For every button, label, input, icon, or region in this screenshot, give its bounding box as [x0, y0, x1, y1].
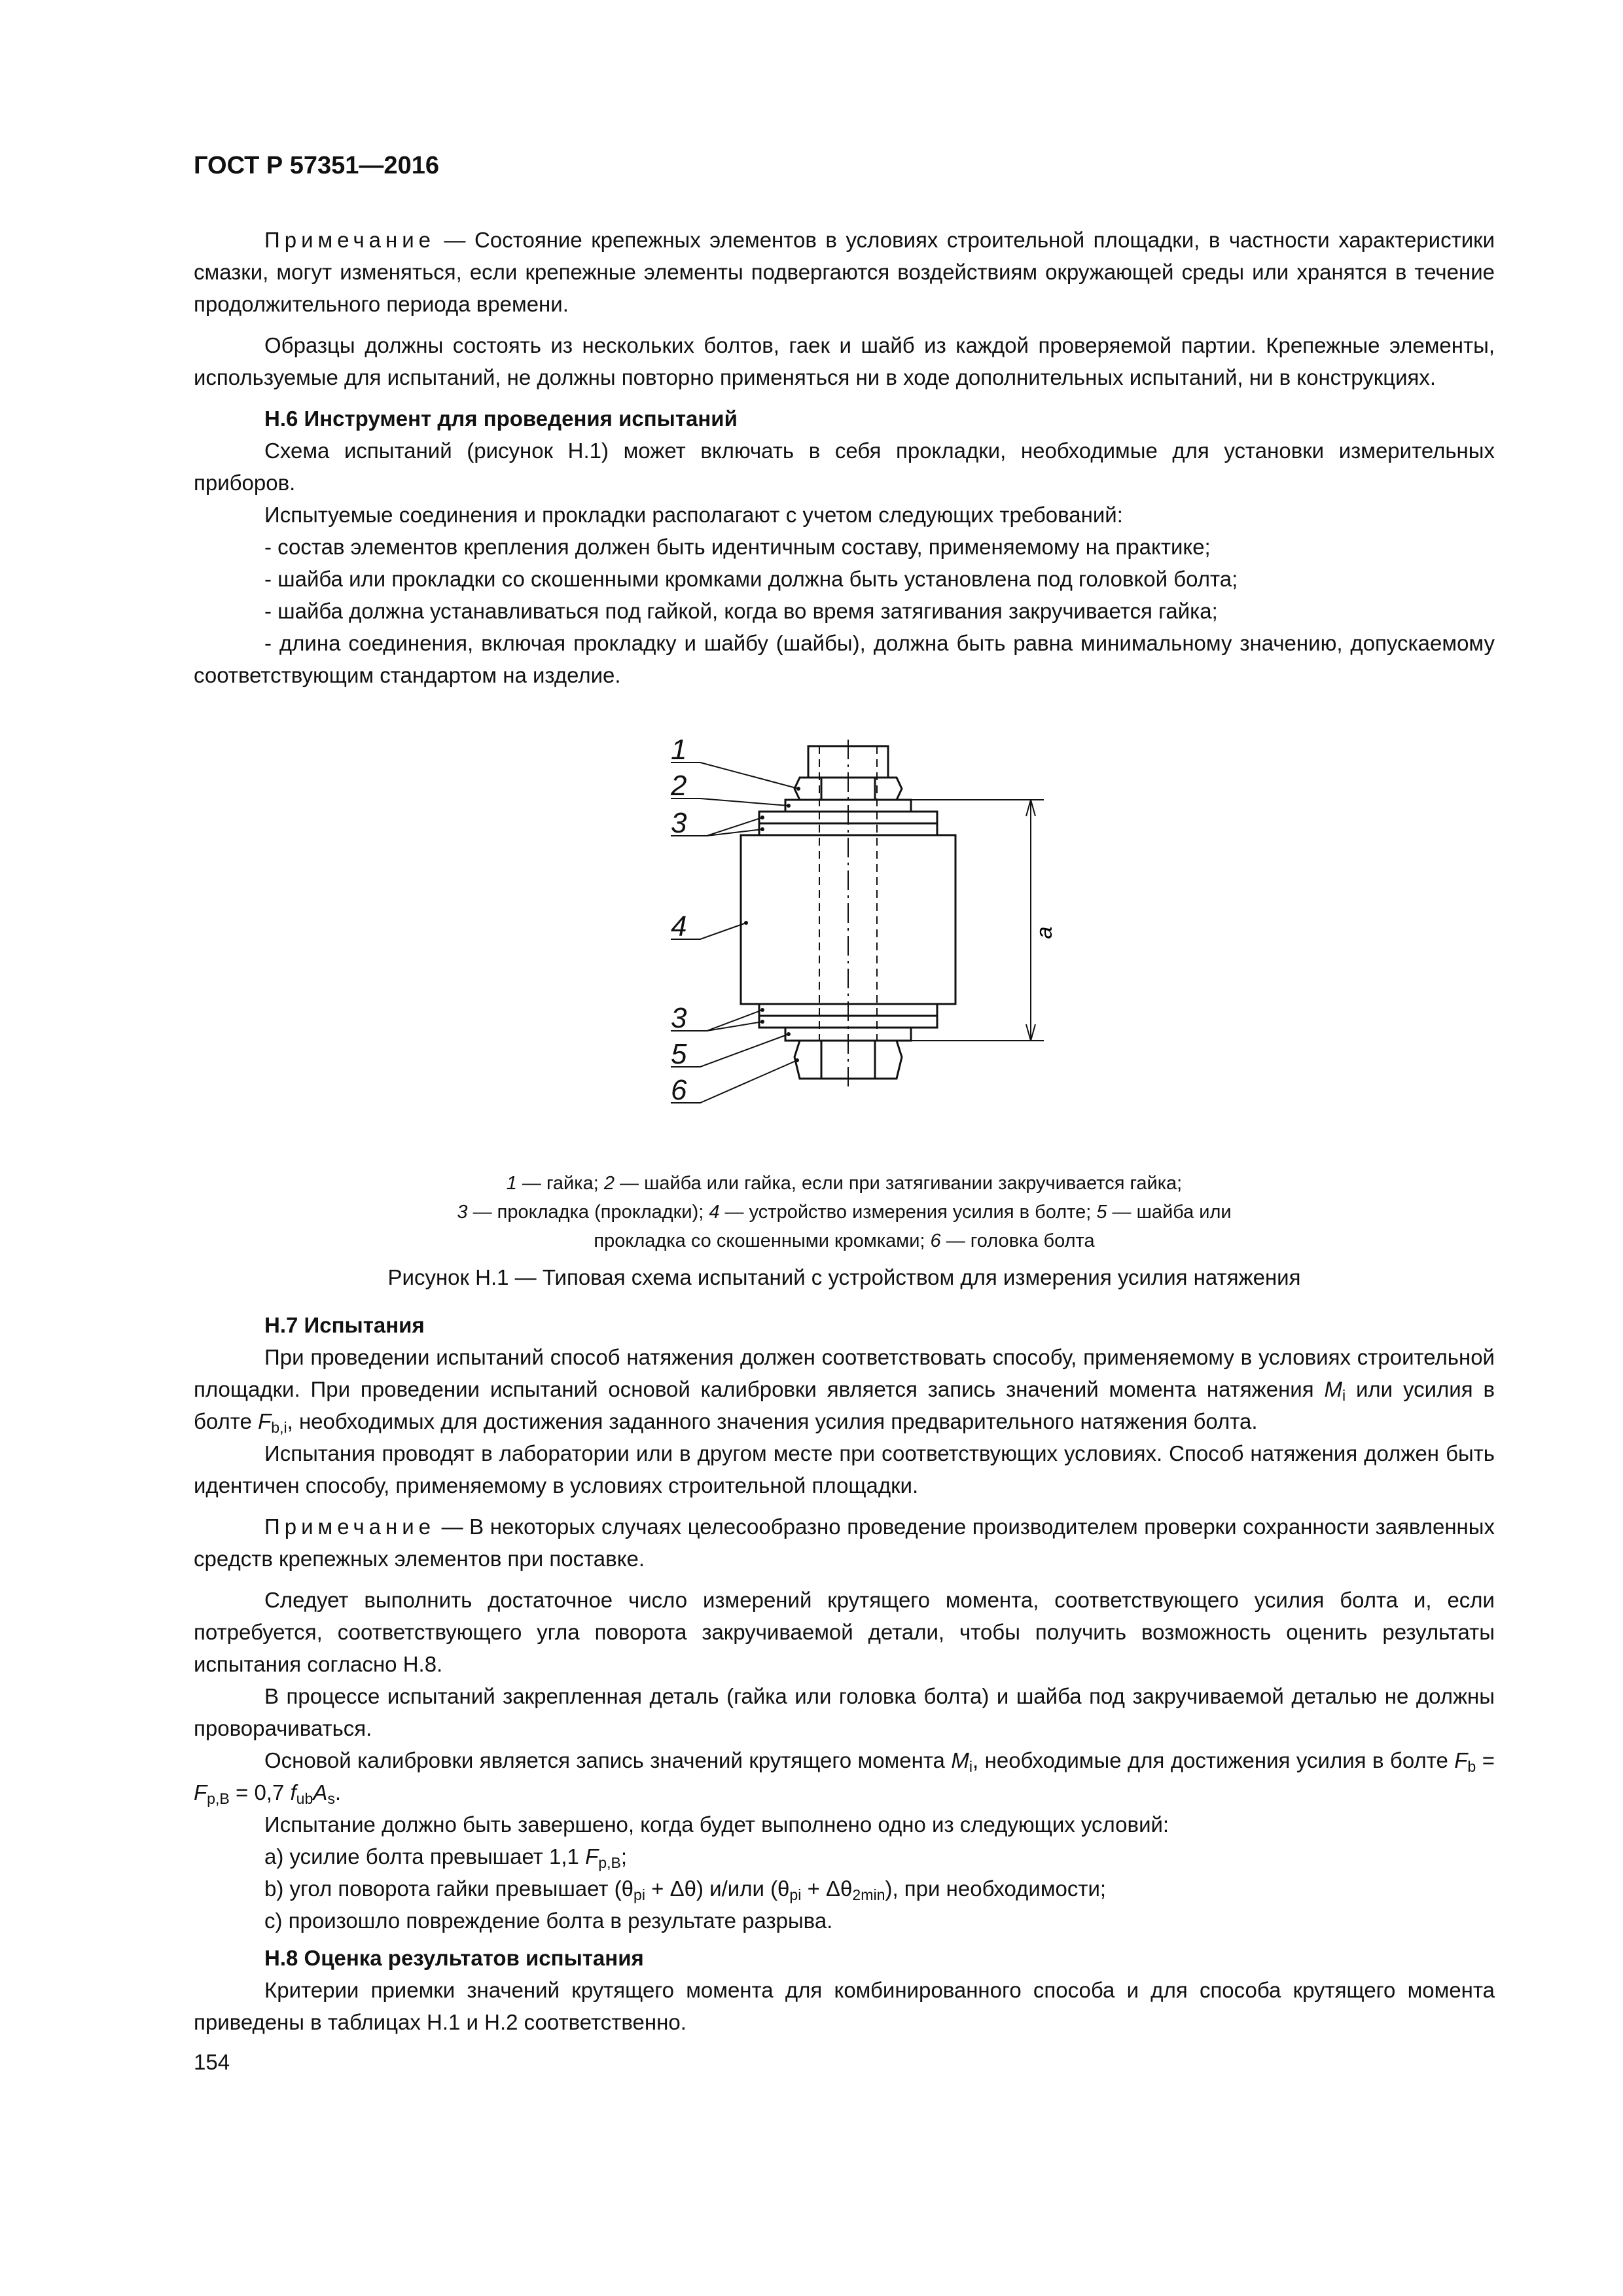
h7-paragraph-3: Следует выполнить достаточное число измерений крутящего момента, соответствующего усилия болта и, если потребуется, соответствующего угла поворота закручиваемой детали, чтобы получить возможность оценить результаты испытания согласно Н.8. [194, 1588, 1495, 1676]
callout-4: 4 [671, 910, 687, 942]
note-text: — Состояние крепежных элементов в условиях строительной площадки, в частности характеристики смазки, могут изменяться, если крепежные элементы подвергаются воздействиям окружающей среды или хранятся в течение продолжительного периода времени. [194, 228, 1495, 316]
note-paragraph [194, 224, 1495, 320]
samples-paragraph: Образцы должны состоять из нескольких болтов, гаек и шайб из каждой проверяемой партии. Крепежные элементы, используемые для испытаний, не должны повторно применяться ни в ходе дополнительных испытаний, ни в конструкциях. [194, 333, 1495, 389]
h6-list-item: - состав элементов крепления должен быть идентичным составу, применяемому на практике; [264, 535, 1211, 559]
h7-paragraph-1: При проведении испытаний способ натяжения должен соответствовать способу, применяемому в условиях строительной площадки. При проведении испытаний основой калибровки является запись значений момента натяжения $M_i$ или усилия в болте $F_{b,i}$, необходимых для достижения заданного значения усилия предварительного натяжения болта. [194, 1345, 1495, 1436]
figure-legend [194, 1169, 1495, 1255]
h8-paragraph-1: Критерии приемки значений крутящего момента для комбинированного способа и для способа крутящего момента приведены в таблицах Н.1 и Н.2 соответственно. [194, 1978, 1495, 2034]
figure-caption: Рисунок Н.1 — Типовая схема испытаний с устройством для измерения усилия натяжения [387, 1265, 1301, 1289]
lower-text-block [194, 1309, 1495, 2038]
callout-1: 1 [671, 736, 687, 766]
page-number: 154 [194, 2050, 230, 2074]
legend-line: прокладка со скошенными кромками; 6 — головка болта [594, 1230, 1095, 1251]
document-header: ГОСТ Р 57351—2016 [194, 152, 439, 179]
callout-5: 5 [671, 1038, 687, 1070]
h7-paragraph-2: Испытания проводят в лаборатории или в другом месте при соответствующих условиях. Способ натяжения должен быть идентичен способу, применяемому в условиях строительной площадки. [194, 1441, 1495, 1498]
h6-paragraph-1: Схема испытаний (рисунок Н.1) может включать в себя прокладки, необходимые для установки измерительных приборов. [194, 439, 1495, 495]
h6-list-item: - длина соединения, включая прокладку и шайбу (шайбы), должна быть равна минимальному значению, допускаемому соответствующим стандартом на изделие. [194, 631, 1495, 687]
dimension-a-label: a [1032, 926, 1057, 939]
section-h6-heading: Н.6 Инструмент для проведения испытаний [264, 406, 738, 431]
bolt-test-diagram [654, 736, 1113, 1155]
callout-3-bottom: 3 [671, 1002, 687, 1034]
section-h7-heading: Н.7 Испытания [264, 1313, 425, 1337]
callout-3-top: 3 [671, 807, 687, 839]
legend-line: 3 — прокладка (прокладки); 4 — устройство измерения усилия в болте; 5 — шайба или [457, 1202, 1232, 1223]
callout-6: 6 [671, 1074, 687, 1106]
h6-paragraph-2: Испытуемые соединения и прокладки располагают с учетом следующих требований: [264, 503, 1123, 527]
h6-list-item: - шайба должна устанавливаться под гайкой, когда во время затягивания закручивается гайка; [264, 599, 1218, 623]
callout-2: 2 [671, 770, 687, 802]
legend-line: 1 — гайка; 2 — шайба или гайка, если при затягивании закручивается гайка; [506, 1173, 1183, 1194]
h7-note: Примечание — В некоторых случаях целесообразно проведение производителем проверки сохранности заявленных средств крепежных элементов при поставке. [194, 1515, 1495, 1571]
condition-a: a) усилие болта превышает 1,1 $F_{p,B}$; [264, 1844, 628, 1871]
upper-text-block [194, 224, 1495, 691]
condition-c: c) произошло повреждение болта в результате разрыва. [264, 1909, 833, 1933]
h7-paragraph-5: Основой калибровки является запись значений крутящего момента $M_i$, необходимые для достижения усилия в болте $F_b = F_{p,B} = 0,7$ $f_{ub}A_s$. [194, 1748, 1495, 1807]
h7-paragraph-4: В процессе испытаний закрепленная деталь (гайка или головка болта) и шайба под закручиваемой деталью не должны проворачиваться. [194, 1684, 1495, 1740]
note-label: Примечание [264, 228, 436, 252]
shim-top-2 [759, 823, 937, 835]
h6-list-item: - шайба или прокладки со скошенными кромками должна быть установлена под головкой болта; [264, 567, 1238, 591]
section-h8-heading: Н.8 Оценка результатов испытания [264, 1946, 644, 1970]
condition-b: b) угол поворота гайки превышает $(\theta_{pi} + \Delta\theta)$ и/или $(\theta_{pi} + \Delta\theta_{2min})$, при необходимости; [264, 1876, 1107, 1903]
h7-paragraph-6: Испытание должно быть завершено, когда будет выполнено одно из следующих условий: [264, 1812, 1169, 1837]
